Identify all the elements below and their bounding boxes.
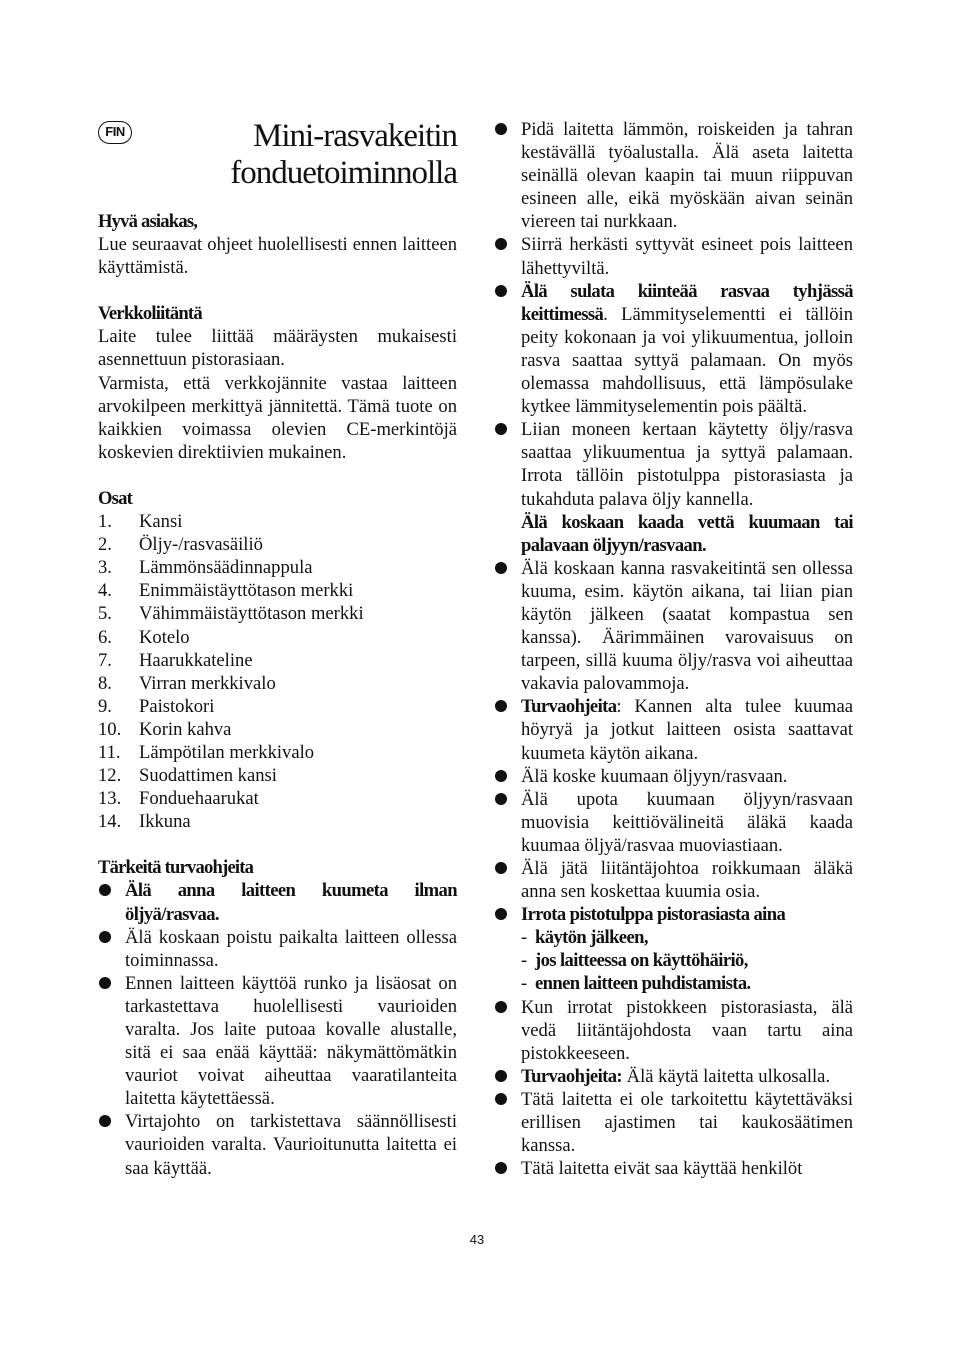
list-item: 7. Haarukkateline [98, 649, 253, 671]
mains-paragraph-1: Laite tulee liittää määräysten mukaisesti asennettuun pistorasiaan. [98, 326, 457, 371]
language-badge: FIN [98, 121, 132, 144]
list-item: Irrota pistotulppa pistorasiasta aina - käytön jälkeen, - jos laitteessa on käyttöhäiriö, - ennen laitteen puhdistamista. [494, 903, 853, 995]
bullet-icon [495, 1001, 507, 1013]
safety-heading: Tärkeitä turvaohjeita [98, 857, 254, 879]
unplug-sublist [521, 926, 853, 995]
safety-list-right [494, 118, 853, 1180]
list-item: 4. Enimmäistäyttötason merkki [98, 580, 354, 602]
safety-list-left [98, 879, 457, 1179]
list-item: Virtajohto on tarkistettava säännöllisesti vaurioiden varalta. Vaurioitunutta laitetta ei saa käyttää. [98, 1110, 457, 1179]
list-item: 9. Paistokori [98, 695, 215, 717]
mains-paragraph-2: Varmista, että verkkojännite vastaa laitteen arvokilpeen merkittyä jännitettä. Tämä tuote on kaikkien voimassa olevien CE-merkintöjä koskevien direktiivien mukainen. [98, 372, 457, 463]
list-item: 11. Lämpötilan merkkivalo [98, 741, 315, 763]
list-item: 3. Lämmönsäädinnappula [98, 557, 313, 579]
list-item: 6. Kotelo [98, 626, 190, 648]
list-item: Älä sulata kiinteää rasvaa tyhjässä keittimessä. Lämmityselementti ei tällöin peity kokonaan ja voi ylikuumentua, jolloin rasva saattaa syttyä palamaan. On myös olemassa mahdollisuus, että lämpösulake kytkee lämmityselementin pois päältä. [494, 280, 853, 419]
bullet-icon [495, 700, 507, 712]
list-item: Älä anna laitteen kuumeta ilman öljyä/rasvaa. [98, 879, 457, 925]
list-item: Älä koske kuumaan öljyyn/rasvaan. [494, 765, 853, 788]
list-item: 2. Öljy-/rasvasäiliö [98, 534, 263, 556]
list-item: - käytön jälkeen, [521, 927, 648, 949]
title-line-2: fonduetoiminnolla [230, 155, 457, 191]
bullet-icon [495, 423, 507, 435]
list-item: 10. Korin kahva [98, 718, 232, 740]
list-item: Pidä laitetta lämmön, roiskeiden ja tahran kestävällä työalustalla. Älä aseta laitetta seinällä olevan kaapin tai muun riippuvan esineen alle, eikä myöskään aivan seinän viereen tai nurkkaan. [494, 118, 853, 233]
list-item: Liian moneen kertaan käytetty öljy/rasva saattaa ylikuumentua ja syttyä palamaan. Irrota tällöin pistotulppa pistorasiasta ja tukahduta palava öljy kannella. Älä koskaan kaada vettä kuumaan tai palavaan öljyyn/rasvaan. [494, 418, 853, 557]
list-item: 13. Fonduehaarukat [98, 788, 259, 810]
left-column [98, 118, 457, 1180]
list-item: Ennen laitteen käyttöä runko ja lisäosat on tarkastettava huolellisesti vaurioiden varalta. Jos laite putoaa kovalle alustalle, sitä ei saa enää käyttää: näkymättömätkin vauriot voivat aiheuttaa vaaratilanteita laitetta käytettäessä. [98, 972, 457, 1111]
right-column [494, 118, 853, 1180]
bullet-icon [495, 1070, 507, 1082]
greeting-text: Lue seuraavat ohjeet huolellisesti ennen laitteen käyttämistä. [98, 234, 457, 279]
bullet-icon [99, 884, 111, 896]
list-item: 1. Kansi [98, 511, 183, 533]
list-item: Älä upota kuumaan öljyyn/rasvaan muovisia keittiövälineitä äläkä kaada kuumaa öljyä/rasvaa muoviastiaan. [494, 788, 853, 857]
bullet-icon [99, 977, 111, 989]
list-item: 14. Ikkuna [98, 811, 191, 833]
list-item: 5. Vähimmäistäyttötason merkki [98, 603, 364, 625]
greeting-heading: Hyvä asiakas, [98, 211, 198, 232]
list-item: 12. Suodattimen kansi [98, 765, 277, 787]
title-line-1: Mini-rasvakeitin [253, 118, 457, 154]
title-block [98, 118, 457, 210]
list-item: 8. Virran merkkivalo [98, 672, 276, 694]
bullet-icon [495, 1162, 507, 1174]
page-number: 43 [469, 1232, 485, 1247]
list-item: - ennen laitteen puhdistamista. [521, 973, 751, 995]
parts-heading: Osat [98, 487, 132, 509]
list-item: Älä koskaan kanna rasvakeitintä sen ollessa kuuma, esim. käytön aikana, tai liian pian käytön jälkeen (saatat kompastua sen kanssa). Äärimmäinen varovaisuus on tarpeen, sillä kuuma öljy/rasva voi aiheuttaa vakavia palovammoja. [494, 557, 853, 696]
list-item: - jos laitteessa on käyttöhäiriö, [521, 950, 748, 972]
list-item: Tätä laitetta ei ole tarkoitettu käytettäväksi erillisen ajastimen tai kaukosäätimen kanssa. [494, 1088, 853, 1157]
bullet-icon [495, 908, 507, 920]
page-title [98, 118, 457, 192]
list-item: Älä jätä liitäntäjohtoa roikkumaan äläkä anna sen koskettaa kuumia osia. [494, 857, 853, 903]
bullet-icon [99, 1115, 111, 1127]
bullet-icon [495, 1093, 507, 1105]
list-item: Kun irrotat pistokkeen pistorasiasta, älä vedä liitäntäjohdosta vaan tartu aina pistokkeeseen. [494, 996, 853, 1065]
mains-heading: Verkkoliitäntä [98, 303, 202, 325]
bullet-icon [495, 123, 507, 135]
list-item: Turvaohjeita: Kannen alta tulee kuumaa höyryä ja jotkut laitteen osista saattavat kuumeta käytön aikana. [494, 695, 853, 764]
list-item: Älä koskaan poistu paikalta laitteen ollessa toiminnassa. [98, 926, 457, 972]
bullet-icon [495, 793, 507, 805]
bullet-icon [99, 931, 111, 943]
parts-list [98, 510, 457, 833]
bullet-icon [495, 862, 507, 874]
bullet-icon [495, 562, 507, 574]
list-item: Tätä laitetta eivät saa käyttää henkilöt [494, 1157, 853, 1180]
bullet-icon [495, 285, 507, 297]
list-item: Turvaohjeita: Älä käytä laitetta ulkosalla. [494, 1065, 853, 1088]
bullet-icon [495, 238, 507, 250]
list-item: Siirrä herkästi syttyvät esineet pois laitteen lähettyviltä. [494, 233, 853, 279]
bullet-icon [495, 770, 507, 782]
